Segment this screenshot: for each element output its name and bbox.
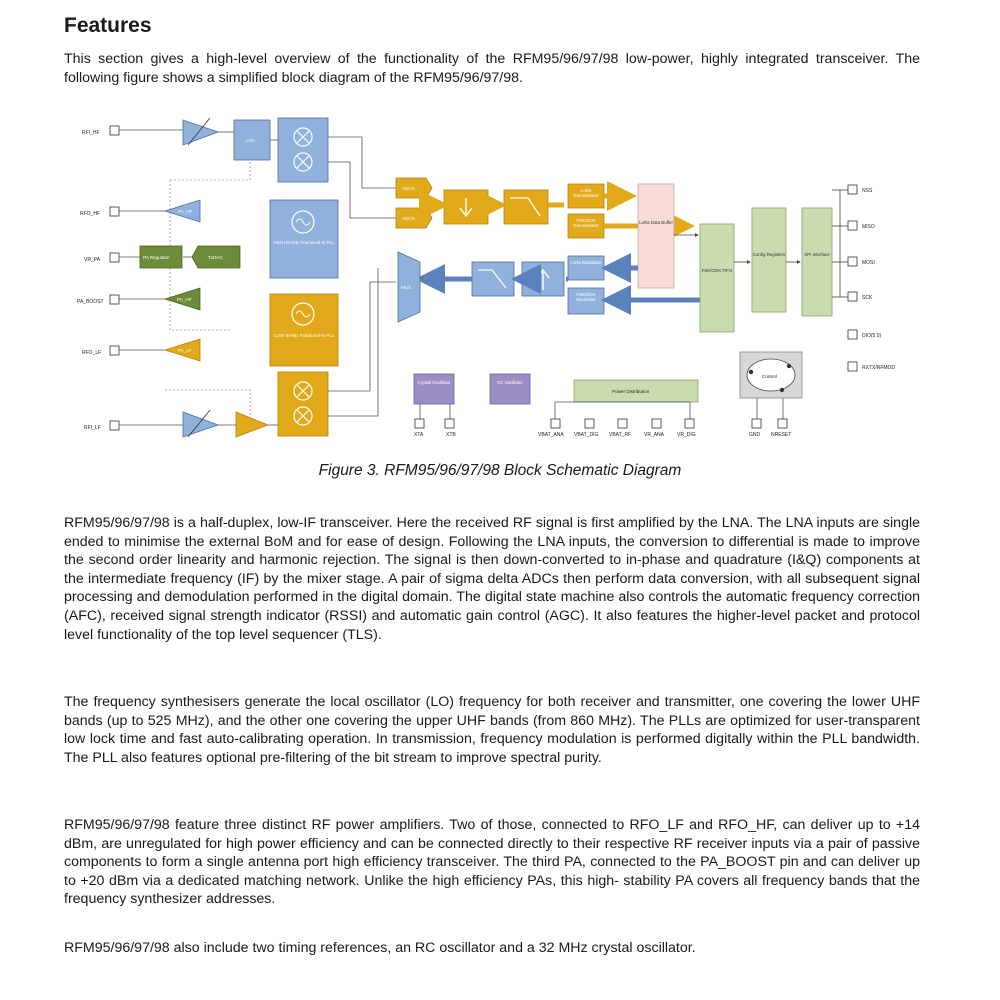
left-pins bbox=[77, 126, 119, 431]
pin-pad bbox=[848, 221, 857, 230]
pin-pad bbox=[848, 185, 857, 194]
pin-label: RFI_HF bbox=[82, 130, 100, 136]
pin-label: VBAT_DIG bbox=[574, 432, 599, 438]
pin-pad bbox=[848, 292, 857, 301]
svg-text:Control: Control bbox=[762, 374, 777, 379]
bottom-pins bbox=[414, 419, 791, 438]
right-pins bbox=[848, 185, 895, 371]
pin-pad bbox=[445, 419, 454, 428]
svg-text:Power Distribution: Power Distribution bbox=[612, 389, 650, 394]
svg-text:TxDAC: TxDAC bbox=[208, 255, 223, 260]
pin-label: RFO_LF bbox=[82, 350, 102, 356]
svg-text:MUX: MUX bbox=[401, 285, 412, 290]
pin-pad bbox=[551, 419, 560, 428]
block-diagram: RFI_HF RFO_HF VR_PA PA_BOOST RFO_LF RFI_LF LNA PA_HF PA_HP PA_LF PA Regulator TxDAC HIGH BAND Fractional-N PLL LOW BAND Fractional-N PLL ADCS ADCS LoRa Demodulator FSK/OOK Demodulator LoRa Data Buffer LoRa Modulator FSK/OOK Modulator MUX FSK/OOK FIFO Config Registers SPI Interface NSS MISO MOSI SCK DIO(5:0) RXTX/RFMOD Control Crystal Oscillator RC Oscillator Power Distribution XTA XTB VBAT_ANA VBAT_DIG VBAT_RF VR_ANA VR_DIG GND NRESET bbox=[0, 0, 1000, 1000]
pin-label: VR_DIG bbox=[677, 432, 696, 438]
pin-label: GND bbox=[749, 432, 761, 438]
pin-label: MISO bbox=[862, 224, 875, 230]
pin-label: SCK bbox=[862, 295, 873, 301]
pin-label: VBAT_ANA bbox=[538, 432, 564, 438]
pin-label: RFO_HF bbox=[80, 211, 100, 217]
pin-pad bbox=[110, 253, 119, 262]
body-paragraph-3: RFM95/96/97/98 feature three distinct RF power amplifiers. Two of those, connected to RFO_LF and RFO_HF, can deliver up to +14 dBm, are unregulated for high power efficiency and can be connected directly to their respective RF receiver inputs via a pair of passive components to form a single antenna port high efficiency transceiver. The third PA, connected to the PA_BOOST pin and can deliver up to +20 dBm via a dedicated matching network. Unlike the high efficiency PAs, this high- stability PA covers all frequency bands that the frequency synthesizer addresses. bbox=[64, 817, 920, 908]
pin-pad bbox=[752, 419, 761, 428]
lna-lf-triangle bbox=[183, 412, 218, 437]
pin-pad bbox=[110, 346, 119, 355]
pin-label: VBAT_RF bbox=[609, 432, 632, 438]
svg-text:LNA: LNA bbox=[246, 138, 255, 143]
pin-pad bbox=[585, 419, 594, 428]
pin-label: VR_ANA bbox=[644, 432, 665, 438]
svg-text:ADCS: ADCS bbox=[402, 216, 415, 221]
pin-label: RXTX/RFMOD bbox=[862, 365, 896, 371]
pin-pad bbox=[110, 207, 119, 216]
pin-label: VR_PA bbox=[84, 257, 101, 263]
tx-filter-block bbox=[472, 262, 514, 296]
pin-pad bbox=[110, 126, 119, 135]
svg-text:ADCS: ADCS bbox=[402, 186, 415, 191]
pin-pad bbox=[110, 421, 119, 430]
pin-pad bbox=[778, 419, 787, 428]
svg-text:PA_HP: PA_HP bbox=[177, 297, 192, 302]
svg-text:PA Regulator: PA Regulator bbox=[143, 255, 170, 260]
pin-pad bbox=[415, 419, 424, 428]
pin-label: PA_BOOST bbox=[77, 299, 104, 305]
lna-hf-triangle bbox=[183, 120, 218, 145]
pin-pad bbox=[618, 419, 627, 428]
intro-paragraph: This section gives a high-level overview of the functionality of the RFM95/96/97/98 low-power, highly integrated transceiver. The following figure shows a simplified block diagram of the RFM95/96/97/98. bbox=[64, 51, 920, 86]
svg-text:PA_LF: PA_LF bbox=[178, 348, 192, 353]
pin-label: RFI_LF bbox=[84, 425, 101, 431]
pin-pad bbox=[685, 419, 694, 428]
body-paragraph-4: RFM95/96/97/98 also include two timing references, an RC oscillator and a 32 MHz crystal oscillator. bbox=[64, 940, 696, 956]
pin-label: NRESET bbox=[771, 432, 792, 438]
pin-label: DIO(5:0) bbox=[862, 333, 882, 339]
body-paragraph-1: RFM95/96/97/98 is a half-duplex, low-IF transceiver. Here the received RF signal is first amplified by the LNA. The LNA inputs are single ended to minimise the external BoM and for ease of design. Following the LNA inputs, the conversion to differential is made to improve the second order linearity and harmonic rejection. The signal is then down-converted to in-phase and quadrature (I&Q) components at the intermediate frequency (IF) by the mixer stage. A pair of sigma delta ADCs then perform data conversion, with all subsequent signal processing and demodulation performed in the digital domain. The digital state machine also controls the automatic frequency correction (AFC), received signal strength indicator (RSSI) and automatic gain control (AGC). It also features the higher-level packet and protocol level functionality of the top level sequencer (TLS). bbox=[64, 515, 920, 643]
rx-filter-block bbox=[504, 190, 548, 224]
pin-pad bbox=[848, 362, 857, 371]
page-title: Features bbox=[64, 14, 152, 37]
pin-label: XTB bbox=[446, 432, 456, 438]
svg-text:PA_HF: PA_HF bbox=[178, 209, 193, 214]
pin-label: NSS bbox=[862, 188, 873, 194]
pin-label: XTA bbox=[414, 432, 424, 438]
body-paragraph-2: The frequency synthesisers generate the local oscillator (LO) frequency for both receiver and transmitter, one covering the lower UHF bands (up to 525 MHz), and the other one covering the upper UHF bands (from 860 MHz). The PLLs are optimized for user-transparent low lock time and fast auto-calibrating operation. In transmission, frequency modulation is performed digitally within the PLL bandwidth. The PLL also features optional pre-filtering of the bit stream to improve spectral purity. bbox=[64, 694, 920, 766]
lf-amp-triangle bbox=[236, 412, 268, 437]
pin-pad bbox=[652, 419, 661, 428]
pin-label: MOSI bbox=[862, 260, 875, 266]
pin-pad bbox=[848, 330, 857, 339]
pin-pad bbox=[110, 295, 119, 304]
pin-pad bbox=[848, 257, 857, 266]
figure-caption: Figure 3. RFM95/96/97/98 Block Schematic Diagram bbox=[318, 462, 682, 479]
